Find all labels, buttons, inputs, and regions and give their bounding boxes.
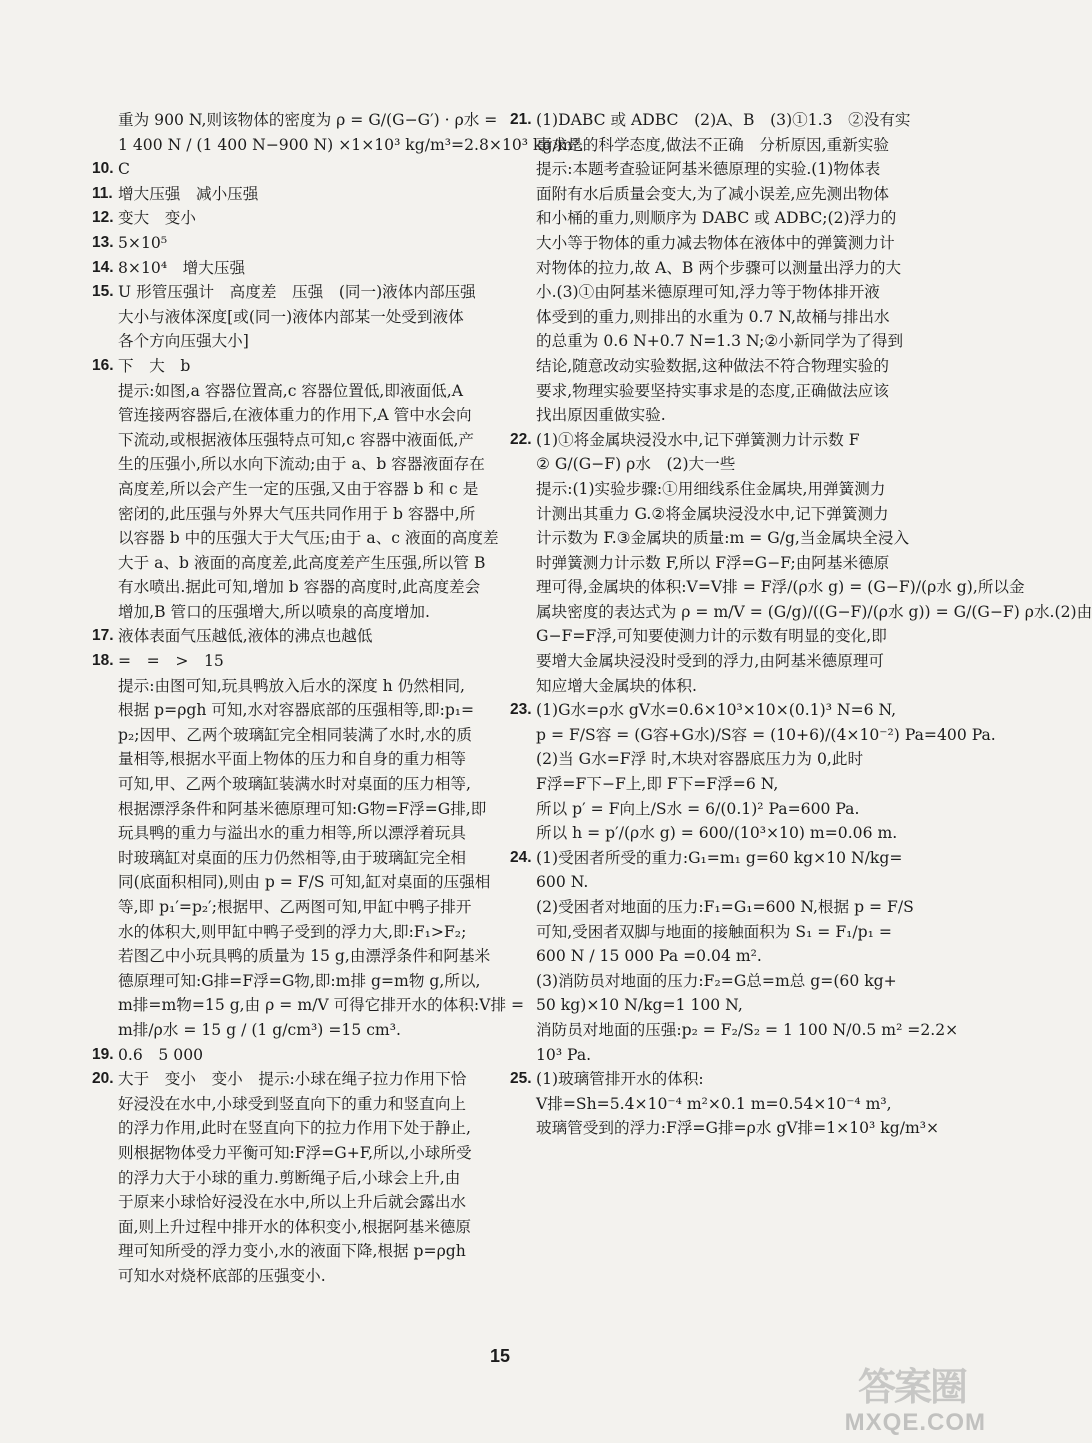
answer-line: p = F/S容 = (G容+G水)/S容 = (10+6)/(4×10⁻²) Pa=400 Pa. [536, 725, 996, 744]
answer-line: 体受到的重力,则排出的水重为 0.7 N,故桶与排出水 [536, 307, 890, 326]
answer-line: 所以 h = p′/(ρ水 g) = 600/(10³×10) m=0.06 m. [536, 824, 898, 843]
answer-item [510, 846, 959, 1067]
answer-line: 的浮力作用,此时在竖直向下的拉力作用下处于静止, [118, 1119, 471, 1138]
answer-item [510, 108, 922, 428]
answer-line: 下 大 b [118, 356, 191, 375]
answer-line: 600 N / 15 000 Pa =0.04 m². [536, 947, 762, 966]
answer-line: U 形管压强计 高度差 压强 (同一)液体内部压强 [118, 283, 476, 302]
answer-line: 事求是的科学态度,做法不正确 分析原因,重新实验 [536, 135, 889, 154]
answer-line: 要增大金属块浸没时受到的浮力,由阿基米德原理可 [536, 652, 885, 671]
answer-item [510, 698, 996, 846]
answer-line: 大于 a、b 液面的高度差,此高度差产生压强,所以管 B [118, 553, 486, 572]
answer-text [536, 698, 996, 846]
answer-line: 同(底面积相同),则由 p = F/S 可知,缸对桌面的压强相 [118, 873, 491, 892]
answer-line: 5×10⁵ [118, 233, 168, 252]
answer-text [118, 206, 497, 231]
answer-text [118, 1043, 497, 1068]
answer-line: 600 N. [536, 873, 589, 892]
answer-line: 增加,B 管口的压强增大,所以喷泉的高度增加. [118, 602, 430, 621]
answer-line: ② G/(G−F) ρ水 (2)大一些 [536, 455, 736, 474]
answer-text [118, 649, 524, 1043]
answer-text [118, 256, 497, 281]
answer-line: 玩具鸭的重力与溢出水的重力相等,所以漂浮着玩具 [118, 824, 467, 843]
answer-line: 管连接两容器后,在液体重力的作用下,A 管中水会向 [118, 406, 472, 425]
answer-line: 大于 变小 变小 提示:小球在绳子拉力作用下恰 [118, 1070, 467, 1089]
answer-line: (1)G水=ρ水 gV水=0.6×10³×10×(0.1)³ N=6 N, [536, 701, 897, 720]
answer-text [118, 182, 497, 207]
answer-line: 根据漂浮条件和阿基米德原理可知:G物=F浮=G排,即 [118, 799, 487, 818]
answer-line: 有水喷出.据此可知,增加 b 容器的高度时,此高度差会 [118, 578, 481, 597]
question-number: 24. [510, 848, 532, 866]
answer-line: 重为 900 N,则该物体的密度为 ρ = G/(G−G′) · ρ水 = [118, 111, 498, 129]
answer-line: 密闭的,此压强与外界大气压共同作用于 b 容器中,所 [118, 504, 476, 523]
answer-line: 50 kg)×10 N/kg=1 100 N, [536, 996, 743, 1015]
answer-line: 时弹簧测力计示数 F,所以 F浮=G−F;由阿基米德原 [536, 553, 890, 572]
question-number: 15. [92, 283, 114, 301]
answer-line: 可知水对烧杯底部的压强变小. [118, 1266, 326, 1285]
answer-line: 消防员对地面的压强:p₂ = F₂/S₂ = 1 100 N/0.5 m² =2.2× [536, 1020, 959, 1039]
answer-line: p₂;因甲、乙两个玻璃缸完全相同装满了水时,水的质 [118, 725, 472, 744]
answer-line: 玻璃管受到的浮力:F浮=G排=ρ水 gV排=1×10³ kg/m³× [536, 1119, 940, 1138]
question-number: 10. [92, 160, 114, 178]
answer-line: 水的体积大,则甲缸中鸭子受到的浮力大,即:F₁>F₂; [118, 922, 467, 941]
answer-text [118, 280, 497, 354]
answer-line: 计示数为 F.③金属块的质量:m = G/g,当金属块全浸入 [536, 529, 910, 548]
answer-line: (1)①将金属块浸没水中,记下弹簧测力计示数 F [536, 430, 860, 449]
answer-line: (2)受困者对地面的压力:F₁=G₁=600 N,根据 p = F/S [536, 898, 914, 916]
answer-line: 0.6 5 000 [118, 1045, 204, 1064]
answer-item [92, 157, 497, 182]
answer-line: 面,则上升过程中排开水的体积变小,根据阿基米德原 [118, 1217, 471, 1236]
question-number: 21. [510, 111, 532, 128]
answer-text [118, 231, 497, 256]
answer-line: 1 400 N / (1 400 N−900 N) ×1×10³ kg/m³=2.8×10³ kg/m³. [118, 135, 584, 154]
answer-line: 增大压强 减小压强 [118, 184, 259, 203]
answer-line: 找出原因重做实验. [536, 406, 666, 425]
answer-line: G−F=F浮,可知要使测力计的示数有明显的变化,即 [536, 627, 887, 646]
answer-line: 下流动,或根据液体压强特点可知,c 容器中液面低,产 [118, 430, 475, 449]
right-column [510, 108, 1092, 1141]
answer-item [510, 428, 1092, 699]
answer-line: 量相等,根据水平面上物体的压力和自身的重力相等 [118, 750, 467, 769]
answer-line: 可知,甲、乙两个玻璃缸装满水时对桌面的压力相等, [118, 775, 471, 794]
question-number: 25. [510, 1070, 532, 1088]
question-number: 18. [92, 652, 114, 670]
page-number: 15 [489, 1346, 511, 1366]
answer-line: 计测出其重力 G.②将金属块浸没水中,记下弹簧测力 [536, 504, 889, 523]
answer-line: 10³ Pa. [536, 1045, 592, 1064]
answer-item [92, 1067, 497, 1288]
answer-line: (1)玻璃管排开水的体积: [536, 1070, 704, 1089]
answer-line: 液体表面气压越低,液体的沸点也越低 [118, 627, 373, 646]
answer-line: (2)当 G水=F浮 时,木块对容器底压力为 0,此时 [536, 750, 864, 769]
answer-line: = = > 15 [118, 652, 224, 671]
answer-line: 等,即 p₁′=p₂′;根据甲、乙两图可知,甲缸中鸭子排开 [118, 898, 472, 916]
answer-item [92, 231, 497, 256]
answer-line: m排=m物=15 g,由 ρ = m/V 可得它排开水的体积:V排 = [118, 996, 525, 1015]
answer-line: 的浮力大于小球的重力.剪断绳子后,小球会上升,由 [118, 1168, 461, 1187]
answer-item [92, 256, 497, 281]
answer-line: (1)受困者所受的重力:G₁=m₁ g=60 kg×10 N/kg= [536, 848, 903, 867]
answer-text [536, 846, 958, 1067]
answer-line: (3)消防员对地面的压力:F₂=G总=m总 g=(60 kg+ [536, 971, 897, 990]
answer-line: 大小等于物体的重力减去物体在液体中的弹簧测力计 [536, 233, 895, 252]
answer-line: 提示:本题考查验证阿基米德原理的实验.(1)物体表 [536, 160, 881, 179]
answer-line: 各个方向压强大小] [118, 332, 249, 351]
question-number: 22. [510, 430, 532, 448]
watermark-logo-chars: 答案圈 [857, 1365, 966, 1409]
answer-line: 提示:如图,a 容器位置高,c 容器位置低,即液面低,A [118, 381, 463, 400]
question-number: 19. [92, 1045, 114, 1063]
answer-line: 生的压强小,所以水向下流动;由于 a、b 容器液面存在 [118, 455, 485, 474]
question-number: 14. [92, 258, 114, 276]
answer-line: 根据 p=ρgh 可知,水对容器底部的压强相等,即:p₁= [118, 701, 475, 720]
answer-line: m排/ρ水 = 15 g / (1 g/cm³) =15 cm³. [118, 1020, 401, 1039]
answer-line: 的总重为 0.6 N+0.7 N=1.3 N;②小新同学为了得到 [536, 332, 904, 351]
answer-line: 变大 变小 [118, 209, 196, 228]
answer-line: 小.(3)①由阿基米德原理可知,浮力等于物体排开液 [536, 283, 880, 302]
answer-line: 时玻璃缸对桌面的压力仍然相等,由于玻璃缸完全相 [118, 848, 467, 867]
answer-line: 结论,随意改动实验数据,这种做法不符合物理实验的 [536, 356, 889, 375]
answer-line: V排=Sh=5.4×10⁻⁴ m²×0.1 m=0.54×10⁻⁴ m³, [536, 1094, 892, 1113]
answer-text [118, 157, 497, 182]
answer-line: 以容器 b 中的压强大于大气压;由于 a、c 液面的高度差 [118, 529, 499, 548]
answer-text [118, 624, 497, 649]
answer-line: 理可知所受的浮力变小,水的液面下降,根据 p=ρgh [118, 1242, 466, 1261]
answer-item [92, 206, 497, 231]
answer-line: 则根据物体受力平衡可知:F浮=G+F,所以,小球所受 [118, 1143, 472, 1162]
answer-text [536, 1067, 939, 1141]
answer-line: 提示:由图可知,玩具鸭放入后水的深度 h 仍然相同, [118, 676, 465, 695]
answer-line: 对物体的拉力,故 A、B 两个步骤可以测量出浮力的大 [536, 258, 902, 277]
question-number: 13. [92, 233, 114, 251]
answer-item [92, 280, 497, 354]
question-number: 17. [92, 627, 114, 645]
answer-line: C [118, 160, 130, 179]
question-number: 11. [92, 184, 113, 202]
answer-line: 若图乙中小玩具鸭的质量为 15 g,由漂浮条件和阿基米 [118, 947, 491, 966]
answer-line: 于原来小球恰好浸没在水中,所以上升后就会露出水 [118, 1193, 467, 1212]
answer-item [92, 1043, 497, 1068]
answer-line: 大小与液体深度[或(同一)液体内部某一处受到液体 [118, 307, 464, 326]
answer-line: 属块密度的表达式为 ρ = m/V = (G/g)/((G−F)/(ρ水 g)) = G/(G−F) ρ水.(2)由 [536, 602, 1092, 621]
watermark-logo [821, 1367, 986, 1437]
answer-line: (1)DABC 或 ADBC (2)A、B (3)①1.3 ②没有实 [536, 111, 911, 129]
answer-line: 高度差,所以会产生一定的压强,又由于容器 b 和 c 是 [118, 479, 479, 498]
answer-line: 和小桶的重力,则顺序为 DABC 或 ADBC;(2)浮力的 [536, 209, 897, 228]
answer-line: 好浸没在水中,小球受到竖直向下的重力和竖直向上 [118, 1094, 467, 1113]
question-number: 12. [92, 209, 114, 227]
answer-line: 所以 p′ = F向上/S水 = 6/(0.1)² Pa=600 Pa. [536, 799, 860, 818]
watermark-site: MXQE.COM [844, 1409, 986, 1436]
answer-line: 可知,受困者双脚与地面的接触面积为 S₁ = F₁/p₁ = [536, 922, 892, 941]
question-number [92, 108, 118, 157]
answer-item [92, 624, 497, 649]
answer-line: 知应增大金属块的体积. [536, 676, 697, 695]
question-number: 20. [92, 1070, 114, 1088]
answer-text [536, 428, 1092, 699]
answer-item [92, 354, 497, 625]
answer-line: 面附有水后质量会变大,为了减小误差,应先测出物体 [536, 184, 889, 203]
answer-line: F浮=F下−F上,即 F下=F浮=6 N, [536, 775, 779, 794]
answer-text [118, 354, 499, 625]
answer-text [118, 1067, 497, 1288]
answer-item [92, 182, 497, 207]
answer-line: 理可得,金属块的体积:V=V排 = F浮/(ρ水 g) = (G−F)/(ρ水 g),所以金 [536, 578, 1025, 597]
answer-item [510, 1067, 940, 1141]
answer-text [536, 108, 922, 428]
answer-line: 要求,物理实验要坚持实事求是的态度,正确做法应该 [536, 381, 889, 400]
answer-line: 8×10⁴ 增大压强 [118, 258, 246, 277]
question-number: 23. [510, 701, 532, 719]
answer-line: 德原理可知:G排=F浮=G物,即:m排 g=m物 g,所以, [118, 971, 481, 990]
question-number: 16. [92, 356, 114, 374]
answer-line: 提示:(1)实验步骤:①用细线系住金属块,用弹簧测力 [536, 479, 886, 498]
